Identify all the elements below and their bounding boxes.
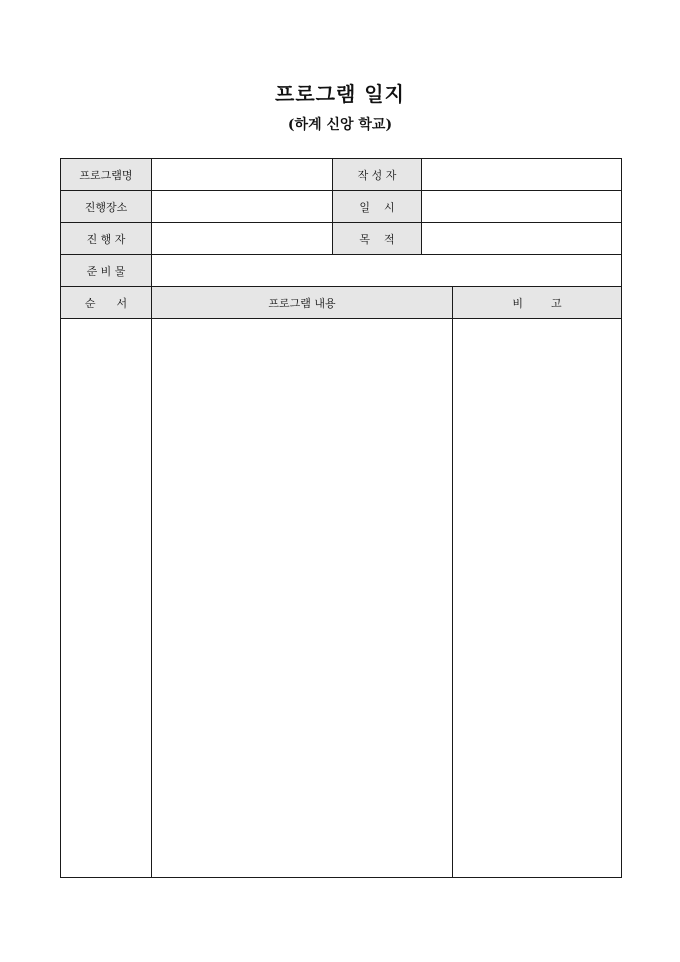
form-row-content-body xyxy=(61,319,622,878)
facilitator-label-cell xyxy=(61,223,152,255)
form-row-program-name xyxy=(61,159,622,191)
document-title: 프로그램 일지 xyxy=(275,82,405,106)
order-header-cell xyxy=(61,287,152,319)
form-row-facilitator xyxy=(61,223,622,255)
content-header-cell xyxy=(152,287,453,319)
program-name-label: 프로그램명 xyxy=(79,168,133,182)
facilitator-label: 진 행 자 xyxy=(86,232,126,246)
date-field[interactable] xyxy=(422,191,622,223)
facilitator-field[interactable] xyxy=(152,223,333,255)
author-label-cell xyxy=(333,159,422,191)
purpose-label-cell xyxy=(333,223,422,255)
remarks-header: 비 고 xyxy=(512,296,562,310)
supplies-label: 준 비 물 xyxy=(86,264,126,278)
supplies-label-cell xyxy=(61,255,152,287)
venue-label: 진행장소 xyxy=(84,200,128,214)
order-header: 순 서 xyxy=(84,296,128,310)
purpose-field[interactable] xyxy=(422,223,622,255)
venue-label-cell xyxy=(61,191,152,223)
form-row-venue xyxy=(61,191,622,223)
program-name-label-cell xyxy=(61,159,152,191)
purpose-label: 목 적 xyxy=(359,232,395,246)
content-header: 프로그램 내용 xyxy=(268,296,336,310)
remarks-header-cell xyxy=(453,287,622,319)
author-field[interactable] xyxy=(422,159,622,191)
remarks-field[interactable] xyxy=(453,319,622,878)
author-label: 작 성 자 xyxy=(357,168,397,182)
date-label: 일 시 xyxy=(359,200,395,214)
supplies-field[interactable] xyxy=(152,255,622,287)
content-field[interactable] xyxy=(152,319,453,878)
program-log-form xyxy=(60,158,622,878)
form-row-supplies xyxy=(61,255,622,287)
venue-field[interactable] xyxy=(152,191,333,223)
order-field[interactable] xyxy=(61,319,152,878)
program-name-field[interactable] xyxy=(152,159,333,191)
document-subtitle: (하계 신앙 학교) xyxy=(287,117,393,133)
date-label-cell xyxy=(333,191,422,223)
form-row-content-headers xyxy=(61,287,622,319)
